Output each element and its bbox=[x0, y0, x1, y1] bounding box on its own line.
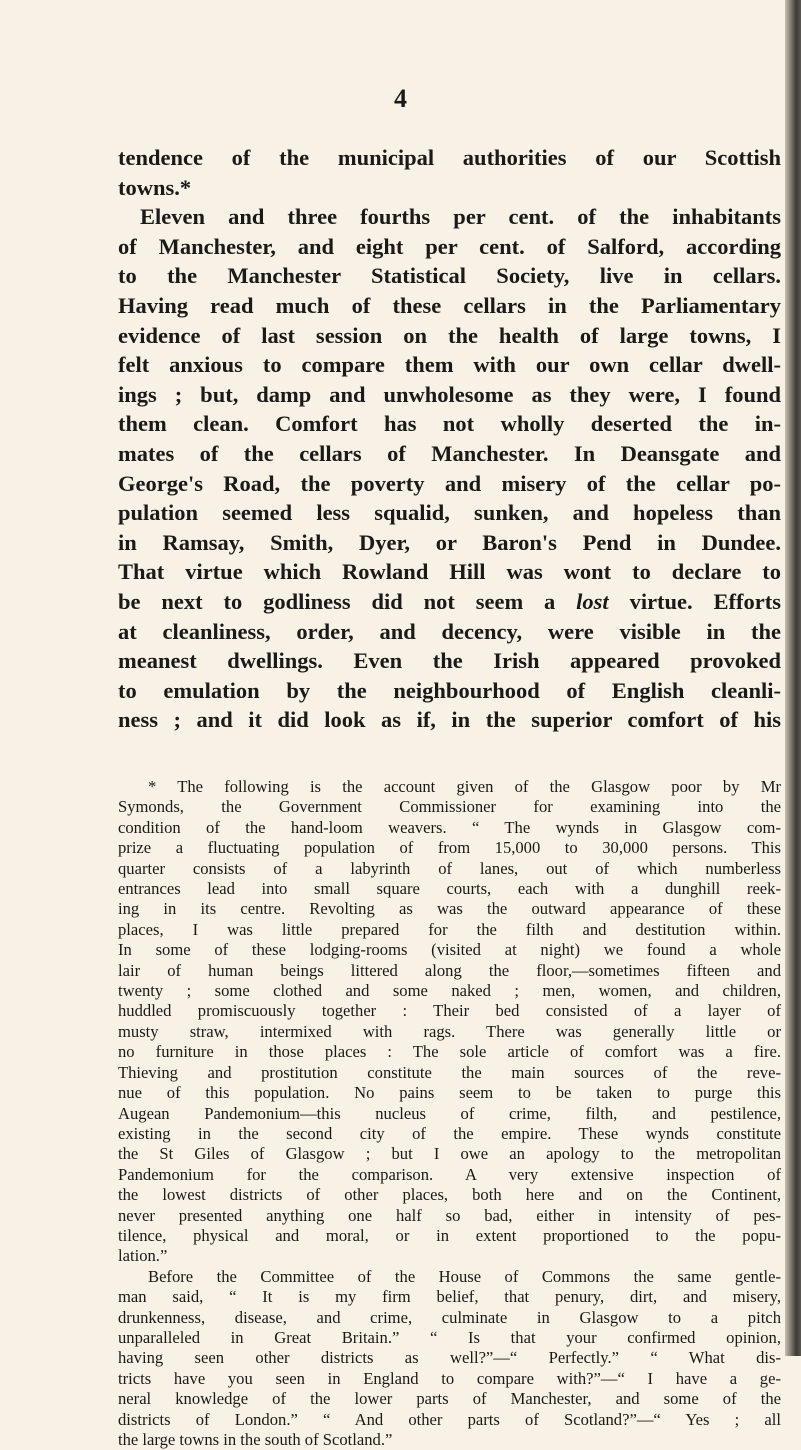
footnote-line: prize a fluctuating population of from 15,000 to 30,000 persons. This bbox=[118, 838, 781, 858]
footnote-line: neral knowledge of the lower parts of Manchester, and some of the bbox=[118, 1389, 781, 1409]
footnote-line: twenty ; some clothed and some naked ; men, women, and children, bbox=[118, 981, 781, 1001]
text-line: evidence of last session on the health of large towns, I bbox=[118, 322, 781, 348]
footnote-line: districts of London.” “ And other parts of Scotland?”—“ Yes ; all bbox=[118, 1409, 781, 1429]
footnote-line: Before the Committee of the House of Commons the same gentle- bbox=[148, 1266, 781, 1286]
footnote-line: In some of these lodging-rooms (visited at night) we found a whole bbox=[118, 940, 781, 960]
footnote-line: ing in its centre. Revolting as was the outward appearance of these bbox=[118, 899, 781, 919]
text-line: them clean. Comfort has not wholly deserted the in- bbox=[118, 411, 781, 437]
text-line: felt anxious to compare them with our own cellar dwell- bbox=[118, 352, 781, 378]
text-line: Eleven and three fourths per cent. of the inhabitants bbox=[140, 204, 781, 230]
footnote-line: quarter consists of a labyrinth of lanes, out of which numberless bbox=[118, 858, 781, 878]
footnote-line: drunkenness, disease, and crime, culminate in Glasgow to a pitch bbox=[118, 1307, 781, 1327]
footnote-line: musty straw, intermixed with rags. There was generally little or bbox=[118, 1021, 781, 1041]
footnote-line: unparalleled in Great Britain.” “ Is that your confirmed opinion, bbox=[118, 1327, 781, 1347]
text-line: towns.* bbox=[118, 174, 192, 200]
text-line: in Ramsay, Smith, Dyer, or Baron's Pend in Dundee. bbox=[118, 529, 781, 555]
text-line: That virtue which Rowland Hill was wont to declare to bbox=[118, 559, 781, 585]
text-line: George's Road, the poverty and misery of the cellar po- bbox=[118, 470, 781, 496]
page-number: 4 bbox=[394, 84, 407, 113]
text-line: tendence of the municipal authorities of our Scottish bbox=[118, 145, 781, 170]
footnote-line: places, I was little prepared for the filth and destitution within. bbox=[118, 919, 781, 939]
text-fragment: be next to godliness did not seem a bbox=[118, 588, 556, 614]
text-line: meanest dwellings. Even the Irish appeared provoked bbox=[118, 648, 781, 674]
footnote-line: tricts have you seen in England to compare with?”—“ I have a ge- bbox=[118, 1368, 781, 1388]
footnote-line: Augean Pandemonium—this nucleus of crime, filth, and pestilence, bbox=[118, 1103, 781, 1123]
text-line: ness ; and it did look as if, in the superior comfort of his bbox=[118, 707, 781, 733]
footnote-line: Pandemonium for the comparison. A very extensive inspection of bbox=[118, 1164, 781, 1184]
footnote-line: lair of human beings littered along the floor,—sometimes fifteen and bbox=[118, 960, 781, 980]
footnote-line: the St Giles of Glasgow ; but I owe an apology to the metropolitan bbox=[118, 1144, 781, 1164]
italic-word: lost bbox=[576, 588, 609, 614]
footnote-line: the lowest districts of other places, both here and on the Continent, bbox=[118, 1185, 781, 1205]
footnote-line: lation.” bbox=[118, 1246, 168, 1266]
footnote-line: Thieving and prostitution constitute the main sources of the reve- bbox=[118, 1062, 781, 1082]
footnote-line: tilence, physical and moral, or in extent proportioned to the popu- bbox=[118, 1225, 781, 1245]
footnote-line: condition of the hand-loom weavers. “ The wynds in Glasgow com- bbox=[118, 817, 781, 837]
text-line: ings ; but, damp and unwholesome as they were, I found bbox=[118, 381, 781, 407]
paragraph-cellars bbox=[118, 202, 781, 735]
footnote-line: huddled promiscuously together : Their bed consisted of a layer of bbox=[118, 1001, 781, 1021]
page-edge-shadow bbox=[785, 0, 801, 1356]
footnote-line: nue of this population. No pains seem to be taken to purge this bbox=[118, 1083, 781, 1103]
footnote-line: man said, “ It is my firm belief, that penury, dirt, and misery, bbox=[118, 1287, 781, 1307]
footnote-line: never presented anything one half so bad, either in intensity of pes- bbox=[118, 1205, 781, 1225]
footnote-line: existing in the second city of the empire. These wynds constitute bbox=[118, 1123, 781, 1143]
text-line bbox=[118, 587, 781, 617]
footnote-line: entrances lead into small square courts, each with a dunghill reek- bbox=[118, 879, 781, 899]
text-line: at cleanliness, order, and decency, were visible in the bbox=[118, 618, 781, 644]
text-line: of Manchester, and eight per cent. of Salford, according bbox=[118, 233, 781, 259]
footnote-line: the large towns in the south of Scotland.” bbox=[118, 1430, 393, 1449]
text-line: Having read much of these cellars in the Parliamentary bbox=[118, 292, 781, 318]
text-line: to the Manchester Statistical Society, live in cellars. bbox=[118, 263, 781, 289]
text-line: pulation seemed less squalid, sunken, and hopeless than bbox=[118, 500, 781, 526]
footnote-block bbox=[118, 777, 781, 1450]
footnote-line: no furniture in those places : The sole article of comfort was a fire. bbox=[118, 1042, 781, 1062]
main-text-block bbox=[118, 143, 781, 735]
text-line: mates of the cellars of Manchester. In Deansgate and bbox=[118, 440, 781, 466]
footnote-line: Symonds, the Government Commissioner for examining into the bbox=[118, 797, 781, 817]
text-fragment: virtue. Efforts bbox=[629, 588, 782, 614]
footnote-paragraph-symonds bbox=[118, 777, 781, 1267]
footnote-line: having seen other districts as well?”—“ Perfectly.” “ What dis- bbox=[118, 1348, 781, 1368]
text-line: to emulation by the neighbourhood of English cleanli- bbox=[118, 677, 781, 703]
footnote-line: * The following is the account given of the Glasgow poor by Mr bbox=[148, 777, 781, 796]
footnote-paragraph-committee bbox=[118, 1267, 781, 1450]
paragraph-continuation bbox=[118, 143, 781, 202]
